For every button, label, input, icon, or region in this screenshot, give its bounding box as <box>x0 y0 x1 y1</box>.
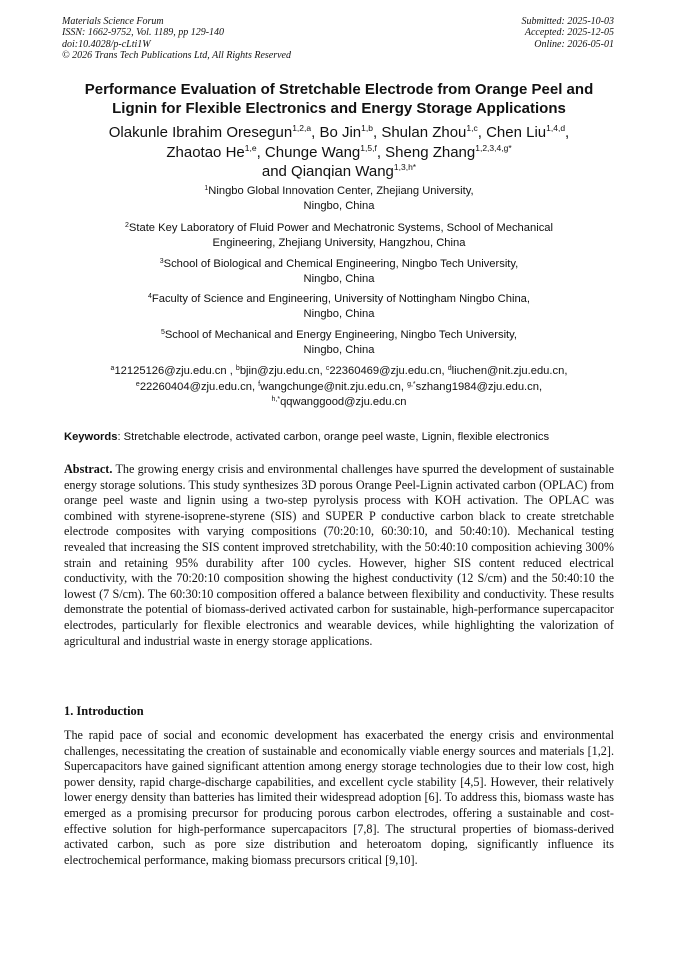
affiliation-text: Engineering, Zhejiang University, Hangzhou, China <box>212 237 466 249</box>
author-name: Olakunle Ibrahim Oresegun <box>108 124 293 141</box>
email-sup: a <box>110 365 115 372</box>
abstract-paragraph <box>64 462 614 649</box>
email-sup: c <box>325 365 330 372</box>
affiliation-text: Faculty of Science and Engineering, University of Nottingham Ningbo China, <box>151 293 530 305</box>
email-address: qqwanggood@zju.edu.cn <box>280 396 407 408</box>
author-name: Chunge Wang <box>264 143 361 161</box>
affiliation-number: 3 <box>159 258 164 265</box>
author-affiliation-sup: 1,2,a <box>292 123 312 133</box>
author-separator: , <box>311 124 320 141</box>
journal-header-left <box>62 16 291 62</box>
abstract-label: Abstract. <box>64 462 113 476</box>
author-affiliation-sup: 1,c <box>466 123 478 133</box>
author-line <box>40 162 638 182</box>
author-affiliation-sup: 1,4,d <box>546 123 566 133</box>
affiliation-text: Ningbo, China <box>303 273 375 285</box>
affiliation-3 <box>60 257 618 287</box>
keywords-label: Keywords <box>64 431 118 443</box>
copyright-line: © 2026 Trans Tech Publications Ltd, All Rights Reserved <box>62 50 291 62</box>
affiliation-text: Ningbo, China <box>303 344 375 356</box>
email-address: szhang1984@zju.edu.cn, <box>415 380 543 393</box>
title-line: Lignin for Flexible Electronics and Energy Storage Applications <box>112 100 566 117</box>
email-address: bjin@zju.edu.cn, <box>239 365 323 377</box>
email-address: liuchen@nit.zju.edu.cn, <box>451 365 568 377</box>
section-heading: 1. Introduction <box>64 704 144 718</box>
online-date: Online: 2026-05-01 <box>534 38 614 50</box>
author-affiliation-sup: 1,b <box>361 123 373 133</box>
affiliation-text: School of Mechanical and Energy Engineering, Ningbo Tech University, <box>164 329 518 341</box>
keywords-text: : Stretchable electrode, activated carbon, orange peel waste, Lignin, flexible electronics <box>117 431 550 443</box>
affiliation-4 <box>60 292 618 322</box>
email-sup: b <box>235 365 240 372</box>
journal-header-right <box>522 16 615 50</box>
author-affiliation-sup: 1,e <box>244 142 257 153</box>
affiliation-number: 2 <box>125 222 129 229</box>
title-line: Performance Evaluation of Stretchable Electrode from Orange Peel and <box>84 81 594 98</box>
affiliation-number: 5 <box>160 329 165 336</box>
affiliation-2 <box>60 221 618 251</box>
affiliation-text: Ningbo, China <box>303 200 375 212</box>
affiliation-text: School of Biological and Chemical Engineering, Ningbo Tech University, <box>163 258 519 270</box>
paper-title <box>40 80 638 118</box>
affiliation-number: 4 <box>148 293 152 300</box>
author-name: Shulan Zhou <box>381 124 467 141</box>
author-line <box>40 143 638 163</box>
author-separator: , <box>372 124 382 141</box>
author-separator: , <box>256 143 265 161</box>
author-affiliation-sup: 1,3,h* <box>393 162 417 172</box>
author-name: Bo Jin <box>319 124 362 141</box>
email-sup: d <box>447 365 452 372</box>
affiliation-number: 1 <box>204 185 209 192</box>
journal-name: Materials Science Forum <box>62 16 164 27</box>
email-sup: f <box>258 380 261 388</box>
author-name: Chen Liu <box>486 124 547 141</box>
email-address: 22260404@zju.edu.cn, <box>139 380 256 393</box>
author-line <box>40 123 638 143</box>
doi-line: doi:10.4028/p-cLti1W <box>62 38 151 50</box>
email-sup: h,* <box>271 396 281 403</box>
email-list <box>60 364 618 411</box>
keywords-line <box>64 430 616 444</box>
author-name: Sheng Zhang <box>385 143 476 161</box>
email-sup: e <box>135 380 140 388</box>
email-sup: g,* <box>407 380 416 388</box>
issn-line: ISSN: 1662-9752, Vol. 1189, pp 129-140 <box>62 27 225 39</box>
author-separator: , <box>565 124 570 141</box>
author-name: and Qianqian Wang <box>261 163 394 180</box>
author-affiliation-sup: 1,2,3,4,g* <box>475 142 512 153</box>
email-address: 12125126@zju.edu.cn , <box>114 365 233 377</box>
author-name: Zhaotao He <box>166 143 245 161</box>
author-affiliation-sup: 1,5,f <box>360 142 377 153</box>
affiliation-5 <box>60 328 618 358</box>
accepted-date: Accepted: 2025-12-05 <box>524 27 614 39</box>
abstract-text: The growing energy crisis and environmental challenges have spurred the development of sustainable energy storage solutions. This study synthesizes 3D porous Orange Peel-Lignin activated carbon (OPLAC) from orange peel waste and lignin using a two-step pyrolysis process with KOH activation. The OPLAC was combined with styrene-isoprene-styrene (SIS) and SUPER P conductive carbon black to create stretchable electrode composites with varying compositions (70:20:10, 60:30:10, and 50:40:10). Mechanical testing revealed that increasing the SIS content improved stretchability, with the 50:40:10 composition achieving 300% strain and retaining 95% durability after 100 cycles. However, higher SIS content reduced electrical conductivity, with the 70:20:10 composition showing the highest conductivity (12 S/cm) and the 50:40:10 the lowest (7 S/cm). The 60:30:10 composition offered a balance between flexibility and conductivity. These results demonstrate the potential of biomass-derived activated carbon for sustainable, high-performance supercapacitor electrodes, particularly for flexible electronics and wearable devices, while highlighting the valorization of agricultural and industrial waste in energy storage applications. <box>64 462 614 648</box>
affiliation-1 <box>60 184 618 214</box>
introduction-paragraph: The rapid pace of social and economic development has exacerbated the energy crisis and environmental challenges, necessitating the creation of sustainable and economically viable energy sources and materials [1,2]. Supercapacitors have gained significant attention among energy storage technologies due to their low cost, high power density, rapid charge-discharge capabilities, and excellent cycle stability [4,5]. However, their relatively lower energy density than batteries has limited their widespread adoption [6]. To address this, biomass waste has emerged as a promising precursor for producing porous carbon electrodes, offering a sustainable and cost-effective solution for high-performance supercapacitors [7,8]. The structural properties of biomass-derived activated carbon, such as pore size distribution and heteroatom doping, significantly influence its electrochemical performance, making biomass precursors critical [9,10]. <box>64 728 614 867</box>
author-separator: , <box>376 143 386 161</box>
submitted-date: Submitted: 2025-10-03 <box>521 16 614 27</box>
email-address: 22360469@zju.edu.cn, <box>329 365 445 377</box>
email-address: wangchunge@nit.zju.edu.cn, <box>260 380 404 393</box>
affiliation-text: State Key Laboratory of Fluid Power and Mechatronic Systems, School of Mechanical <box>128 222 553 234</box>
affiliation-text: Ningbo, China <box>303 308 375 320</box>
author-separator: , <box>477 124 487 141</box>
affiliation-text: Ningbo Global Innovation Center, Zhejiang University, <box>208 185 474 197</box>
author-list <box>40 123 638 182</box>
